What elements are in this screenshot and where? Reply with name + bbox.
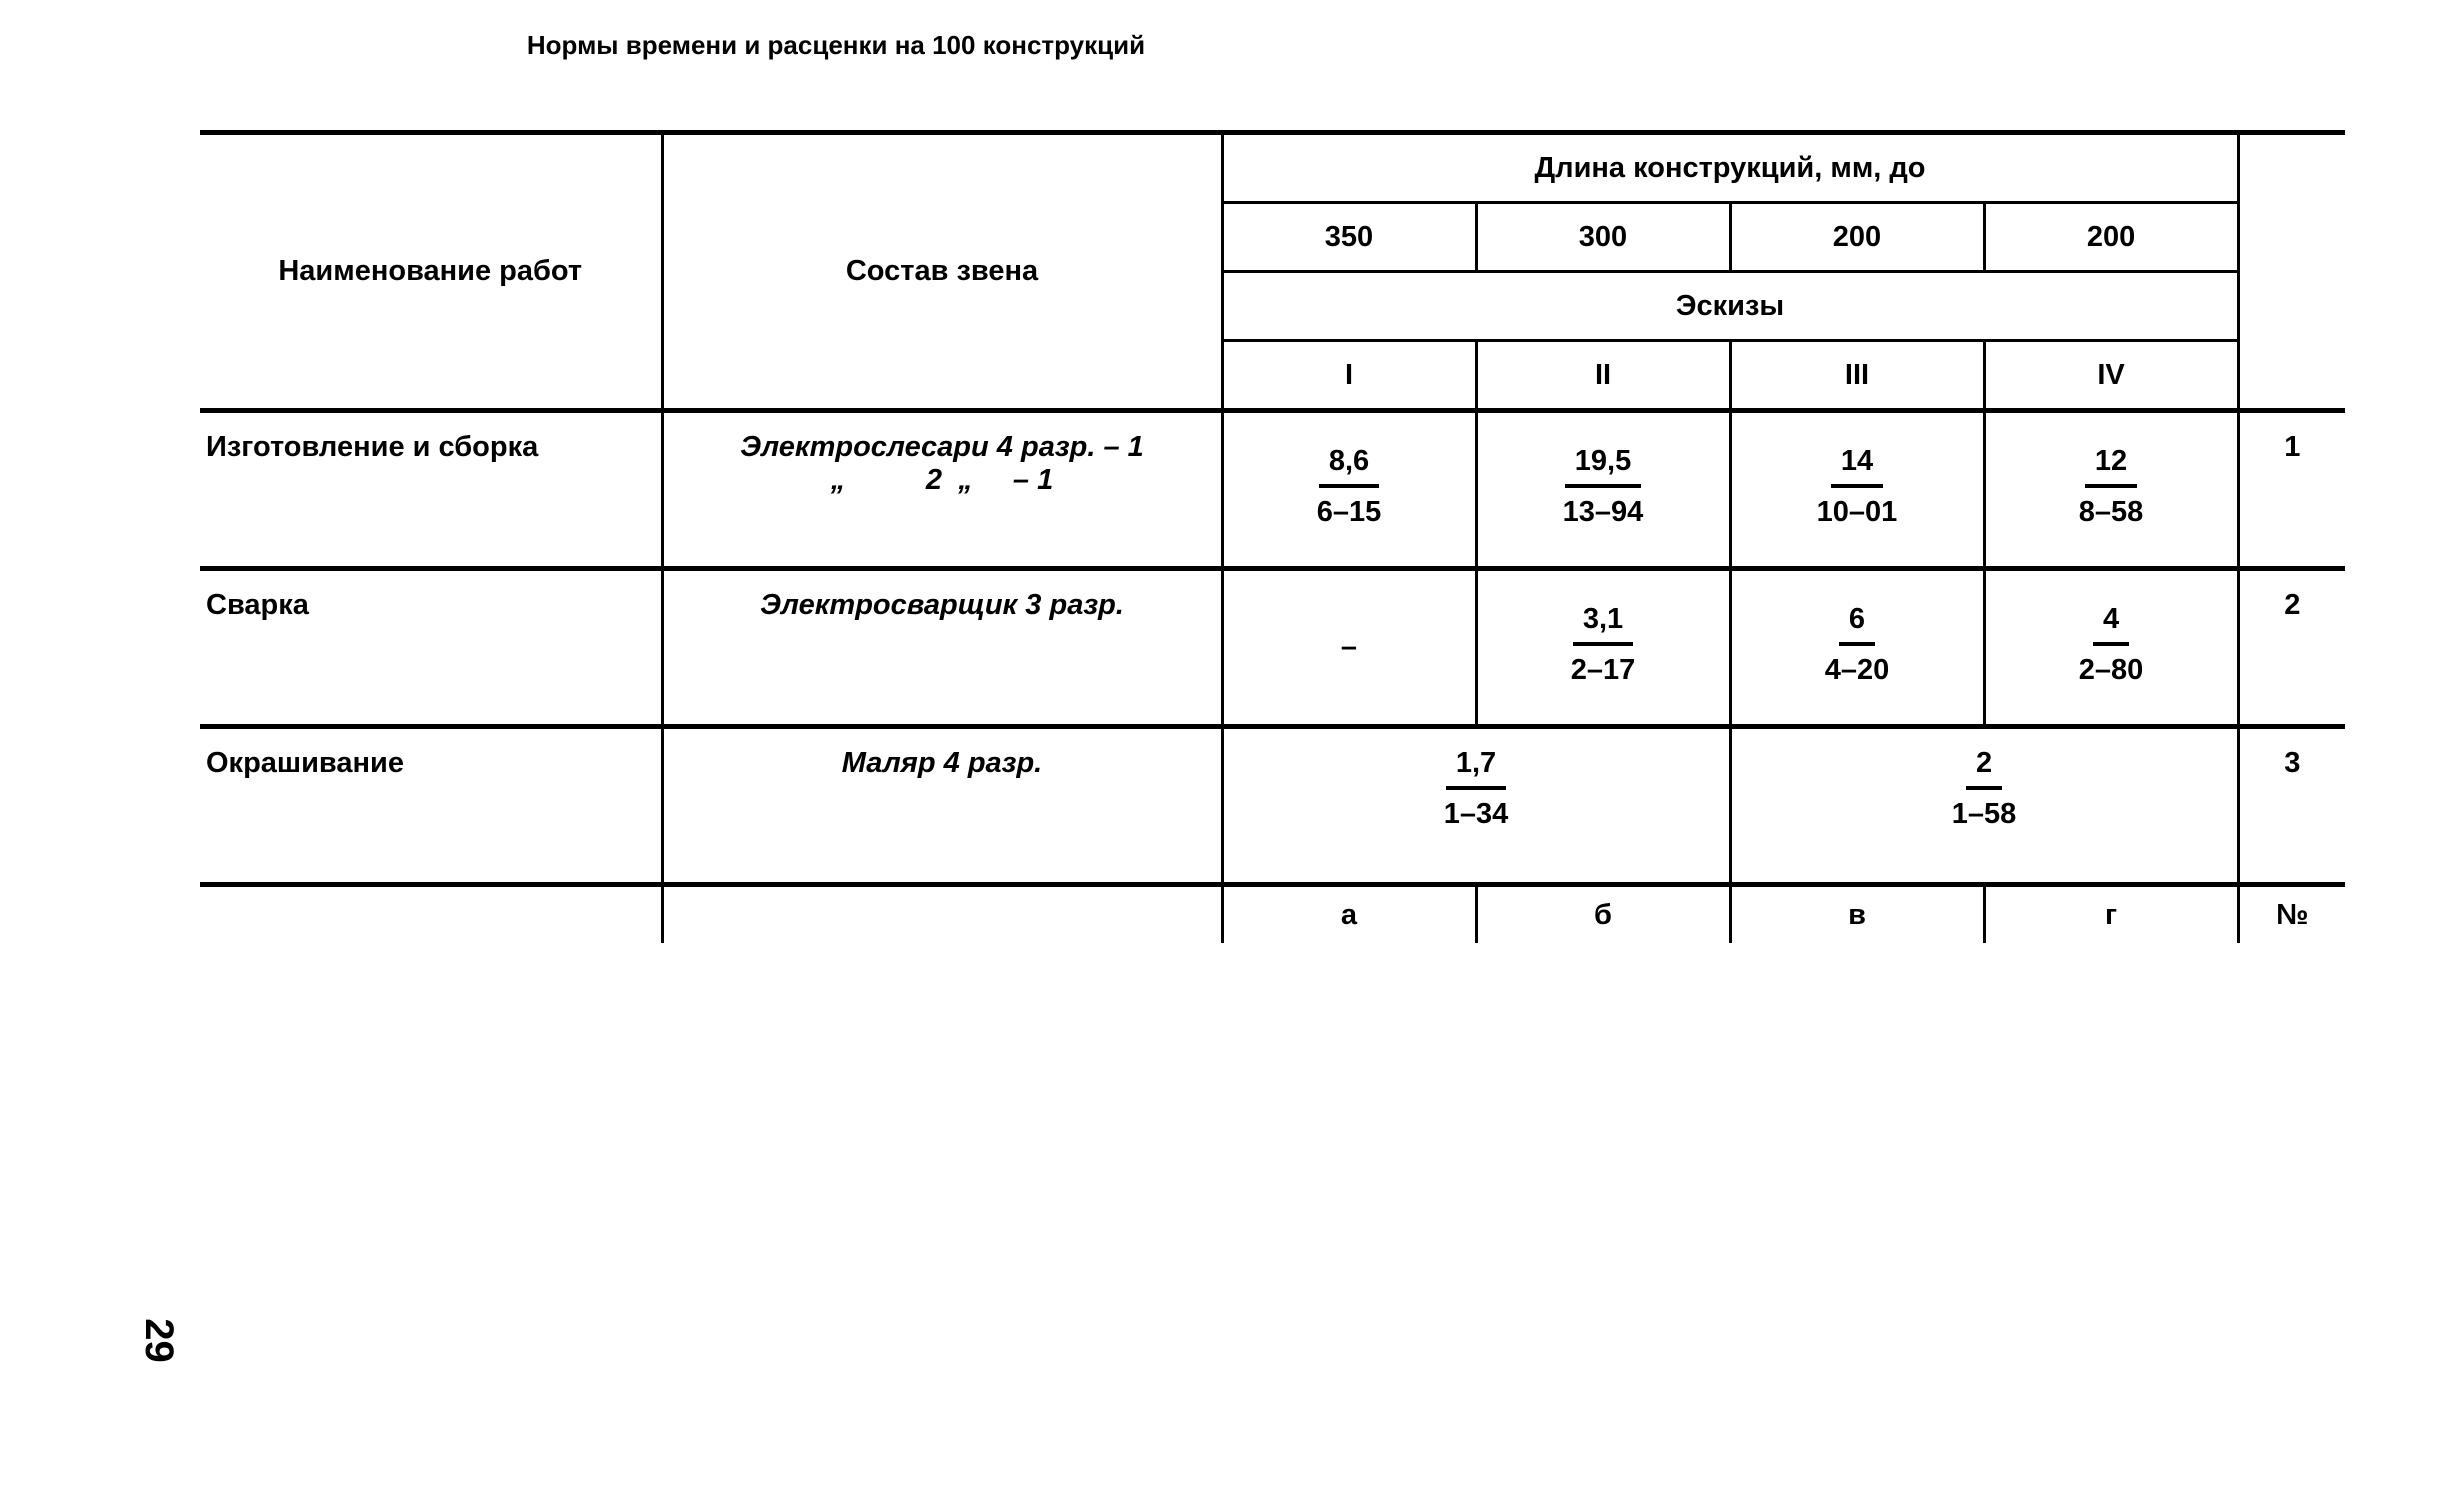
time-norm: 1,7 — [1446, 747, 1506, 790]
header-crew: Состав звена — [662, 133, 1222, 411]
footer-number-sign: № — [2238, 885, 2345, 944]
row-number: 3 — [2238, 727, 2345, 885]
header-sketch: III — [1730, 341, 1984, 411]
table-row — [200, 569, 2345, 727]
footer-column-letter: в — [1730, 885, 1984, 944]
time-norm: 4 — [2093, 603, 2129, 646]
fraction — [1807, 445, 1908, 529]
fraction — [1434, 747, 1519, 831]
footer-blank — [200, 885, 662, 944]
time-norm: 12 — [2085, 445, 2137, 488]
work-name: Сварка — [200, 569, 662, 727]
price-rate: 10–01 — [1816, 496, 1898, 528]
fraction — [2069, 603, 2154, 687]
price-rate: 1–34 — [1443, 798, 1509, 830]
work-name: Изготовление и сборка — [200, 411, 662, 569]
price-rate: 2–17 — [1570, 654, 1636, 686]
crew-line: „ 2 „ – 1 — [830, 464, 1054, 496]
value-cell — [1730, 727, 2238, 885]
fraction — [1553, 445, 1654, 529]
crew-cell — [662, 569, 1222, 727]
header-sketches-label: Эскизы — [1222, 272, 2238, 341]
price-rate: 4–20 — [1824, 654, 1890, 686]
header-sketch: I — [1222, 341, 1476, 411]
footer-blank — [662, 885, 1222, 944]
price-rate: 13–94 — [1562, 496, 1644, 528]
price-rate: 2–80 — [2078, 654, 2144, 686]
fraction — [2069, 445, 2154, 529]
time-norm: 3,1 — [1573, 603, 1633, 646]
fraction — [1815, 603, 1900, 687]
header-number-blank — [2238, 133, 2345, 411]
header-work-name: Наименование работ — [200, 133, 662, 411]
fraction — [1307, 445, 1392, 529]
header-sketch: IV — [1984, 341, 2238, 411]
header-length: 200 — [1730, 203, 1984, 272]
value-cell — [1984, 569, 2238, 727]
footer-column-letter: а — [1222, 885, 1476, 944]
footer-column-letter: г — [1984, 885, 2238, 944]
footer-column-letter: б — [1476, 885, 1730, 944]
value-cell — [1476, 569, 1730, 727]
crew-line: Маляр 4 разр. — [841, 747, 1043, 779]
time-norm: 6 — [1839, 603, 1875, 646]
header-sketch: II — [1476, 341, 1730, 411]
value-cell — [1222, 411, 1476, 569]
page-number: 29 — [136, 1318, 181, 1363]
header-length: 200 — [1984, 203, 2238, 272]
crew-cell — [662, 727, 1222, 885]
value-cell — [1730, 411, 1984, 569]
value-cell — [1984, 411, 2238, 569]
value-cell — [1476, 411, 1730, 569]
time-norm: 2 — [1966, 747, 2002, 790]
header-length-group: Длина конструкций, мм, до — [1222, 133, 2238, 203]
price-rate: 1–58 — [1951, 798, 2017, 830]
crew-line: Электросварщик 3 разр. — [760, 589, 1124, 621]
header-length: 350 — [1222, 203, 1476, 272]
work-name: Окрашивание — [200, 727, 662, 885]
time-norm: 14 — [1831, 445, 1883, 488]
crew-cell — [662, 411, 1222, 569]
crew-line: Электрослесари 4 разр. – 1 — [740, 431, 1144, 463]
table-row — [200, 727, 2345, 885]
row-number: 1 — [2238, 411, 2345, 569]
fraction — [1561, 603, 1646, 687]
price-rate: 6–15 — [1316, 496, 1382, 528]
empty-value-dash: – — [1222, 569, 1476, 727]
fraction — [1942, 747, 2027, 831]
time-norm: 8,6 — [1319, 445, 1379, 488]
table-row — [200, 411, 2345, 569]
price-rate: 8–58 — [2078, 496, 2144, 528]
row-number: 2 — [2238, 569, 2345, 727]
value-cell — [1730, 569, 1984, 727]
time-norm: 19,5 — [1565, 445, 1641, 488]
value-cell — [1222, 727, 1730, 885]
header-length: 300 — [1476, 203, 1730, 272]
page-title: Нормы времени и расценки на 100 конструкций — [526, 30, 1146, 60]
norms-table — [200, 130, 2345, 943]
